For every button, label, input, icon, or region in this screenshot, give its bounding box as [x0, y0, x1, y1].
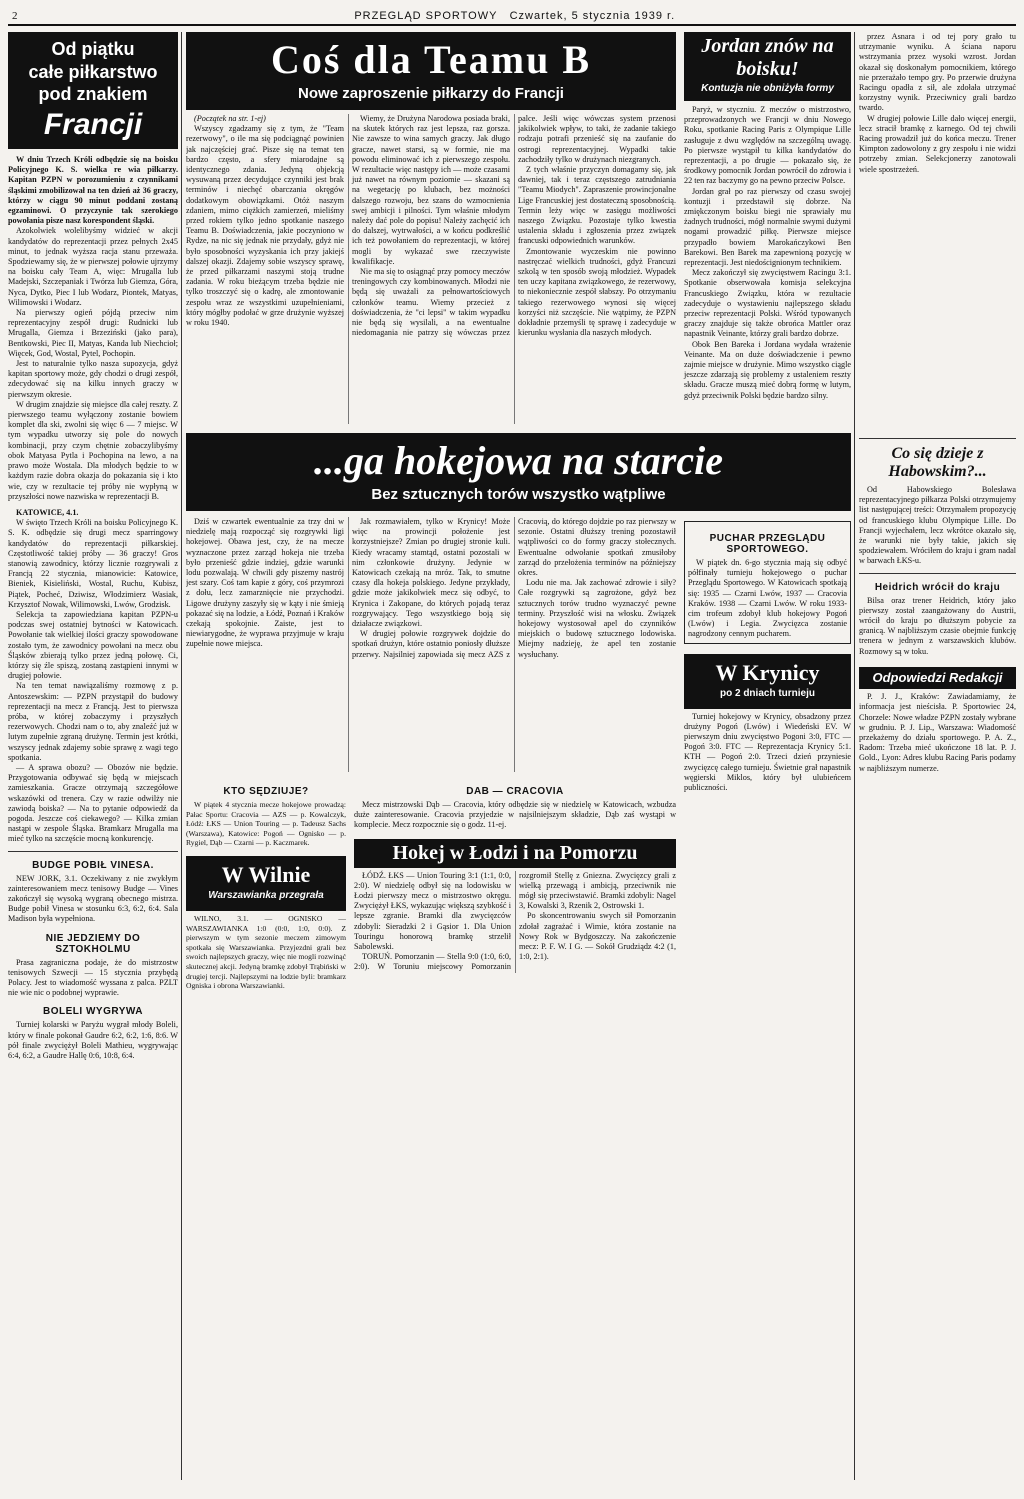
jordan-paragraph: Paryż, w styczniu. Z meczów o mistrzostwo, przeprowadzonych we Francji w dniu Nowego Roku, spotkanie Racing Paris z Olympique Lille zasługuje z dwu względów na szczególną uwagę. Po pierwsze wystąpił tu kilka kandydatów do reprezentacji, a po drugie — pokazało się, że środkowy pomocnik Jordan powrócił do zdrowia i 22 ten raz baczymy go na pewno przeciw Polsce.: [684, 105, 851, 186]
jordan-body: [684, 105, 851, 425]
puchar-box: [684, 521, 851, 644]
section-heading: NIE JEDZIEMY DO SZTOKHOLMU: [45, 932, 141, 955]
hockey-row: [186, 517, 851, 991]
wilno-headline: W Wilnie: [221, 861, 311, 887]
left-paragraph: — A sprawa obozu? — Obozów nie będzie. Przygotowania odbywać się będą w miejscach zamieszkania. Gracze otrzymają szczegółowe wskazówki od trenera. Czy w razie odwilży nie zawiodą boiska? — Na to pytanie odpowiedź da pogoda. Jeszcze coś ciekawego? — Kilka zmian nastąpi w zespole Śląska. Bramkarz Mrugalla ma mieć tylko na szczęście mocną konkurencję.: [8, 762, 178, 844]
team-b-banner: [186, 32, 676, 110]
column-rule-right: [854, 32, 855, 1480]
divider: [859, 438, 1016, 439]
left-paragraph: Selekcja ta zapowiedziana kapitan PZPN-u podczas swej ostatniej bytności w Katowicach. Powołanie tak wielkiej ilości graczy spowodowane zostało tym, że zawodnicy powołani na mecz obu Śląsków zbierają tylko przez jedną połowę. Ci, którzy się źle spiszą, zostaną zastąpieni innymi w drugiej połowie.: [8, 609, 178, 681]
column-rule-left: [181, 32, 182, 1480]
section-text: TORUŃ. Pomorzanin — Stella 9:0 (1:0, 6:0, 2:0). W Toruniu miejscowy Pomorzanin rozgromił Stellę z Gniezna. Zwycięzcy grali z wielką przewagą i ambicją, przeciwnik nie mógł się przeciwstawić. Bramki zdobyli: Nagel 3, Kowalski 3, Rzenik 2, Ostrowski 1.: [354, 870, 676, 972]
paper-name: PRZEGLĄD SPORTOWY: [354, 10, 498, 22]
section-text: Po skoncentrowaniu swych sił Pomorzanin zdołał zagrażać i Wimie, która zostanie na Nowy Rok w Bydgoszczy. Na zakończenie mecz: P. F. W. I G. — Sokół Grudziądz 4:2 (1, 1:0, 2:1).: [519, 911, 676, 962]
top-middle-row: [186, 32, 851, 425]
banner-line-4: Francji: [43, 107, 143, 141]
jordan-banner: [684, 32, 851, 101]
section-text: Bilsa oraz trener Heidrich, który jako pierwszy został zaangażowany do Austrii, wrócił do kraju po dłuższym pobycie za granicą. W najbliższym czasie obejmie funkcję trenera w jednym z warszawskich klubów. Rozmowy są w toku.: [859, 595, 1016, 656]
section-text: W piątek 4 stycznia mecze hokejowe prowadzą: Pałac Sportu: Cracovia — AZS — p. Kowalczyk, Łódź: ŁKS — Union Touring — p. Tadeusz Sachs (Warszawa), Katowice: Pogoń — Ognisko — p. Rygiel, Dąb — Czarni — p. Kaczmarek.: [186, 800, 346, 848]
hockey-paragraph: Dziś w czwartek ewentualnie za trzy dni w niedzielę mają rozpocząć się rozgrywki ligi hokejowej. Obawa jest, czy, że na mecze wyznaczone przez zarząd hokeja nie trzeba było przenieść gdzie indziej, gdzie warunki lodu pozwalają. W chwili gdy piszemy nastrój jest szary. Coś tam kapie z góry, coś przymrozi z dołu, lecz zamarznięcie nie przychodzi. Ligowe drużyny zaszyły się w kąty i nie śmieją pokazać się na lodzie, a Łódź, Poznań i Kraków czekają spokojnie. Zaiste, jest to niewiarygodne, że wyprawa przyjmuje w kraju zupełnie nowe miejsca.: [186, 517, 344, 649]
lodz-banner: [354, 839, 676, 868]
section-heading: PUCHAR PRZEGLĄDU SPORTOWEGO.: [709, 533, 826, 555]
middle-section: [186, 32, 851, 1480]
krynica-headline: W Krynicy: [715, 659, 820, 685]
section-text: Turniej hokejowy w Krynicy, obsadzony przez drużyny Pogoń (Lwów) i Wiedeński EV. W pierwszym dniu zwycięstwo Pogoni 3:0, FTC — Pogoń 3:0. FTC — Reprezentacja Krynicy 5:1. KTH — Pogoń 2:0. Trzeci dzień przyniesie zwycięzcę całego turnieju. Świetnie grał napastnik węgierski Miklos, który był ulubieńcem publiczności.: [684, 711, 851, 793]
hockey-subrow: [186, 778, 676, 991]
hockey-body: [186, 517, 676, 772]
right-paragraph: przez Asnara i od tej pory grało tu utrzymanie wyniku. A ściana naporu wstrzymania przez wysoki wzrost. Jordan okazał się doskonałym pomocnikiem, którego nie przerażało tempo gry. Po przerwie drużyna Racingu opadła z sił, ale zdołała utrzymać korzystny wynik. Przeciwnicy grali bardzo twardo.: [859, 32, 1016, 113]
habowski-headline: Co się dzieje z Habowskim?...: [888, 445, 987, 480]
section-heading: BOLELI WYGRYWA: [43, 1006, 143, 1018]
left-lead: W dniu Trzech Króli odbędzie się na boisku Policyjnego K. S. wielka re wia piłkarzy. Kapitan PZPN w porozumieniu z czynnikami śląskimi zmobilizował na ten dzień aż 36 graczy, którzy w ciągu 90 minut poddani zostaną egzaminowi. O przyczynie tak szerokiego powołania pisze nasz korespondent śląski.: [8, 155, 178, 226]
jordan-article: [684, 32, 851, 425]
section-text: W piątek dn. 6-go stycznia mają się odbyć półfinały turnieju hokejowego o puchar Przeglądu Sportowego. W Katowicach spotkają się: 1935 — Czarni Lwów, 1937 — Cracovia Kraków. 1938 — Czarni Lwów. W roku 1933-cim trofeum zdobył klub hokejowy Pogoń (Lwów) i Legia. Zwycięzca zostanie nagrodzony cennym pucharem.: [688, 558, 847, 639]
team-b-paragraph: Z tych właśnie przyczyn domagamy się, jak dawniej, tak i teraz częstszego zatrudniania "Teamu Miodych". Zapraszenie prowincjonalne Lige Francuskiej jest dostateczną sposobnością. Termin leży więc w zasięgu możliwości naszego Związku. Pozostaje tylko kwestia ustalenia składu i zgłoszenia przez związek francuski odpowiednich warunków.: [518, 165, 676, 246]
section-text: NEW JORK, 3.1. Oczekiwany z nie zwykłym zainteresowaniem mecz tenisowy Budge — Vines zakończył się wysoką wygraną obecnego mistrza. Budge pobił Vinesa w stosunku 6:3, 6:2, 6:4. Sala Madison była wypełniona.: [8, 873, 178, 924]
section-text: WILNO, 3.1. — OGNISKO — WARSZAWIANKA 1:0 (0:0, 1:0, 0:0). Z pierwszym w tym sezonie meczem zimowym spotkała się Warszawianka. Przyjezdni grali bez swoich najlepszych graczy, więc nie mogli rozwinąć skutecznej akcji. Jedyną bramkę zdobył Trąbiński w drugiej tercji. Najlepszymi na lodzie byli: bramkarz Ogniska i obrona Warszawianki.: [186, 913, 346, 991]
left-paragraph: Azokolwiek wolelibyśmy widzieć w akcji kandydatów do reprezentacji przez pełnych 2x45 minut, to jednak wyższa racja stanu przeważa. Spodziewamy się, że w pierwszej połowie ujrzymy na boisku cały Team A, więc: Mrugalla lub Madejski, Szczepaniak i Twórza lub Giemza, Góra, Nyca, Dytko, Piec I lub Wodarz, Piontek, Matyas, Wilimowski i Wodarz.: [8, 226, 178, 307]
left-paragraph: W drugim znajdzie się miejsce dla całej reszty. Z pierwszego teamu wyłączony zostanie bowiem komplet dla ski, zwolni się więc 6 — 7 miejsc. W tym wypadku utworzy się pole do nowych kombinacji, przy czym chętnie zobaczylibyśmy obok Matyasa Pytla i Pochopina na lewo, a na prawo może Wostala. Dla młodych będzie to w każdym razie dobra okazja do pokazania się i kto wie, czy w rezultacie tej próby nie wypłyną w przyszłości nowe nazwiska w reprezentacji B.: [8, 399, 178, 501]
section-text: Od Habowskiego Bolesława reprezentacyjnego piłkarza Polski otrzymujemy list następującej treści: Otrzymałem propozycję od francuskiego klubu Olympique Lille. Do Francji wyjechałem, lecz wkrótce okazało się, że warunki nie były takie, jakich się spodziewałem. Wróciłem do kraju i gram nadal w barwach ŁKS-u.: [859, 485, 1016, 566]
section-heading: Heidrich wrócił do kraju: [874, 581, 1001, 593]
team-b-paragraph: Nie ma się to osiągnąć przy pomocy meczów treningowych czy kombinowanych. Młodzi nie będą się uważali za pełnowartościowych członków teamu. Wiemy przecież z doświadczenia, że "ci lepsi" w takim wypadku nie będą się wysilali, a na ewentualne niedomagania nie patrzy się wówczas przez palce. Jeśli więc wówczas system przenosi jakikolwiek wpływ, to taki, że zadanie takiego rodzaju potrafi przenieść się na zaufanie do ostrogi reprezentacyjnej. Wypadki takie zachodziły tylko w drużynach niezgranych.: [352, 114, 676, 338]
hockey-banner: [186, 433, 851, 511]
section-heading: BUDGE POBIŁ VINESA.: [32, 859, 154, 871]
section-heading: KTO SĘDZIUJE?: [223, 786, 309, 797]
hockey-subheadline: Bez sztucznych torów wszystko wątpliwe: [371, 486, 666, 503]
paper-title: [354, 10, 675, 22]
hockey-paragraph: Jak rozmawiałem, tylko w Krynicy! Może więc na prowincji położenie jest korzystniejsze? Zmian po drugiej stronie kuli. Kiedy wracamy stamtąd, ostatni pozostali w nim członkowie drużyny. Jedynie w Katowicach czekają na mróz. Tak, to smutne czasy dla hokeja polskiego. Jedyne przykłady, gdzie może jakikolwiek mecz się odbyć, to Krynica i Zakopane, do których pojadą teraz rozgrywający. Tego wszystkiego boją się działacze związkowi.: [352, 517, 510, 629]
continuation-note: (Początek na str. 1-ej): [194, 114, 266, 123]
team-b-paragraph: Zmontowanie wyczeskim nie powinno nastręczać wielkich trudności, gdyż Francuzi szkolą w ten sposób swoją młodzież. Wypadek ten uczy kapitana związkowego, że rezerwowy, to niekoniecznie zespół słabszy. Po otrzymaniu takiego rezerwowego wynosi się więcej korzyści niż szczęście. Nie wątpimy, że PZPN dokładnie przemyśli tę sprawę i zadecyduje w kierunku wysłania dla naszych młodych.: [518, 246, 676, 338]
jordan-paragraph: Jordan grał po raz pierwszy od czasu swojej kontuzji i przedstawił się dobrze. Na zmiękczonym boisku biegi nie sprawiały mu żadnych trudności, mógł normalnie swymi dużymi nogami prowadzić piłkę. Pierwsze miejsce przypadło bowiem Marokańczykowi Ben Barekowi. Ben Barek ma zapewnioną pozycję w reprezentacji. Jest niedoścignionym technikiem.: [684, 186, 851, 268]
odp-banner: [859, 667, 1016, 689]
banner-line-2: całe piłkarstwo: [28, 61, 158, 82]
left-paragraph: Jest to naturalnie tylko nasza supozycja, gdyż kapitan sportowy może, gdy chodzi o drugi zespół, zdecydować się na kilku innych graczy w pierwszym okresie.: [8, 359, 178, 399]
masthead: [8, 8, 1016, 26]
wilno-banner: [186, 856, 346, 911]
wilno-subheadline: Warszawianka przegrała: [208, 889, 324, 901]
team-b-headline: Coś dla Teamu B: [270, 37, 592, 82]
hockey-headline: ...ga hokejowa na starcie: [314, 438, 723, 483]
right-paragraph: W drugiej połowie Lille dało więcej energii, lecz stracił bramkę z karnego. Od tej chwili Racing prowadził już do końca meczu. Trener Kimpton zadowolony z gry zespołu i nie widzi potrzeby zmian. Selekcjonerzy zanotowali wiele spostrzeżeń.: [859, 113, 1016, 174]
team-b-paragraph: Wszyscy zgadzamy się z tym, że "Team rezerwowy", o ile ma się podciągnąć powinien jak najczęściej grać. Pisze się na temat ten bardzo często, a sfery miarodajne są identycznego zdania. Jedyną objekcją wysuwaną przez decydujące czynniki jest brak terminów i niechęć obarczania okręgów dodatkowym obowiązkami. Otóż naszym zdaniem, mimo ciężkich zamierzeń, mieliśmy przed rokiem tylko jedno spotkanie naszego Teamu B. Doświadczenia, jakie poczyniono w Rydze, na nic się jednak nie przydały, gdyż nie było sposobności wyzyskania ich przy jakiejś dalszej okazji. Zdajemy sobie wszyscy sprawę, że przed piłkarzami naszymi stoją trudne zadania. W roku bieżącym trzeba będzie nie tylko troszczyć się o kadrę, ale zmontowanie zespołu wraz ze wszystkimi uzupełnieniami, który mógłby podołać w grze drużynie wyższej w roku 1940.: [186, 124, 344, 328]
jordan-headline: Jordan znów na boisku!: [701, 35, 834, 80]
team-b-article: [186, 32, 676, 425]
jordan-paragraph: Obok Ben Bareka i Jordana wydała wrażenie Veinante. Ma on duże doświadczenie i pewno zajmie miejsce w drużynie. Mimo wszystko ciągle jeszcze zdarzają się problemy z ustaleniem reszty składu. Gracze muszą mieć dobrą formę w lutym, gdyż przeciwnik Polski będzie bardzo silny.: [684, 339, 851, 400]
lodz-body: [354, 871, 676, 973]
left-banner: [8, 32, 178, 149]
page-number: 2: [12, 10, 18, 22]
jordan-subheadline: Kontuzja nie obniżyła formy: [701, 83, 834, 94]
krynica-subheadline: po 2 dniach turnieju: [719, 687, 815, 699]
hockey-paragraph: Lodu nie ma. Jak zachować zdrowie i siły? Całe rozgrywki są zagrożone, gdyż bez sztucznych torów trudno wyznaczyć pewne terminy. Przyszłość wisi na włosku. Związek hokejowy wystosował apel do czynników miejskich o budowę sztucznego lodowiska. Miejmy nadzieję, że apel ten zostanie wysłuchany.: [518, 578, 676, 659]
krynica-banner: [684, 654, 851, 709]
banner-line-1: Od piątku: [51, 39, 135, 59]
section-text: P. J. J., Kraków: Zawiadamiamy, że informacja jest nieścisła. P. Sportowiec 24, Chorzele: Nowe władze PZPN zostały wybrane w grudniu. P. J. Lip., Warszawa: Wiadomość przekażemy do działu sportowego. P. A. Z., Radom: Trzeba mieć ukończone 18 lat. P. J. Gold., Lyon: Adres klubu Racing Paris podamy w najbliższym numerze.: [859, 692, 1016, 773]
left-column: [8, 32, 178, 1480]
issue-date: Czwartek, 5 stycznia 1939 r.: [509, 10, 676, 22]
divider: [859, 573, 1016, 574]
right-column: [859, 32, 1016, 1480]
right-body: [859, 32, 1016, 432]
left-paragraph: Na pierwszy ogień pójdą przeciw nim reprezentacyjny zespół drugi: Rudnicki lub Mrugalla, Giemza i Brzeziński (jako para), Bentkowski, Piec II, Matyas, Kanda lub Niechcioł; Więcek, God, Wostal, Pytel, Pochopin.: [8, 308, 178, 358]
section-text: Prasa zagraniczna podaje, że do mistrzostw tenisowych Szwecji — 15 stycznia przybędą Polacy. Jest to wiadomość wyssana z palca. PZLT nie wie nic o podobnej wyprawie.: [8, 957, 178, 998]
section-text: Mecz mistrzowski Dąb — Cracovia, który odbędzie się w niedzielę w Katowicach, wzbudza duże zainteresowanie. Cracovia przyjedzie w najsilniejszym składzie, Dąb zaś wystąpi w komplecie. Mecz rozpocznie się o godz. 11-ej.: [354, 800, 676, 830]
section-text: Turniej kolarski w Paryżu wygrał młody Boleli, który w finale pokonał Gaudre 6:2, 6:2, 1:6, 8:6. W pół finale zwyciężył Boleli Mathieu, wygrywając 6:4, 6:2, a Gaudre Hallę 0:6, 10:8, 6:4.: [8, 1020, 178, 1061]
hockey-sidebar: [684, 517, 851, 991]
team-b-subheadline: Nowe zaproszenie piłkarzy do Francji: [298, 85, 564, 102]
hockey-article: [186, 517, 676, 991]
dateline: KATOWICE, 4.1.: [16, 507, 79, 517]
divider: [8, 851, 178, 852]
left-paragraph: Na ten temat nawiązaliśmy rozmowę z p. Antoszewskim: — PZPN przystąpił do budowy reprezentacji na mecz z Francją. Jest to pierwsza próba, w której zobaczymy i przyszłych rezerwowych. Chodzi nam o to, aby znaleźć już w lutym zupełnie zgraną drużynę. Termin jest krótki, wszyscy jednak zdajemy sobie sprawę z wagi tego spotkania.: [8, 681, 178, 762]
dab-lodz-box: [354, 778, 676, 991]
jordan-paragraph: Mecz zakończył się zwycięstwem Racingu 3:1. Spotkanie obserwowała komisja selekcyjna Francuskiego Związku, która w rezultacie zadecyduje o wystawieniu najlepszego składu przeciw reprezentacji Polski. Wśród typowanych graczy znajduje się także obrońca Mattler oraz napastnik Veinante, którzy grali bardzo dobrze.: [684, 268, 851, 339]
left-paragraph: W święto Trzech Króli na boisku Policyjnego K. S. K. odbędzie się drugi mecz sparringowy kandydatów do reprezentacji piłkarskiej. Częstotliwość takiej próby — 36 graczy! Gros stanowią zawodnicy, którzy licznie rozgrywali z Francją 22 stycznia, mianowicie: Katowice, Bieniek, Kisieliński, Wostal, Ruchu, Kubisz, Piątek, Pocheć, Dziwisz, Włodzimierz Wasiak, Krzysztof Nowak, Wilimowski, Lwów, Grodzisk.: [8, 518, 178, 609]
section-text: ŁÓDŹ. ŁKS — Union Touring 3:1 (1:1, 0:0, 2:0). W niedzielę odbył się na lodowisku w Łodzi pierwszy mecz o mistrzostwo okręgu. Zwyciężył ŁKS, wykazując większą szybkość i lepsze zgranie. Bramki dla zwycięzców zdobyli: Sieradzki 2 i Gąsior 1. Dla Union Touringu honorową bramkę strzelił Sabolewski.: [354, 870, 511, 952]
section-heading: DAB — CRACOVIA: [466, 786, 564, 797]
hockey-paragraph: W drugiej połowie rozgrywek dojdzie do spotkań drużyn, które ostatnio poniosły dłuższe przerwy. Najsilniej zapowiada się mecz AZS z Cracovią, do którego dojdzie po raz pierwszy w sezonie. Ostatni dłuższy trening pozostawił wątpliwości co do formy graczy stołecznych. Ewentualne odwołanie spotkań zmusiłoby zarząd do przełożenia terminów na późniejszy okres.: [352, 517, 676, 659]
odp-headline: Odpowiedzi Redakcji: [872, 669, 1003, 685]
banner-line-3: pod znakiem: [38, 84, 148, 104]
newspaper-page: [8, 8, 1016, 1483]
team-b-paragraph: Wiemy, że Drużyna Narodowa posiada braki, na skutek których raz jest lepsza, raz gorsza. Nie zawsze to wina samych graczy. Jak długo gracze, nawet starsi, są w formie, nie ma powodu eliminować ich z pierwszego zespołu. W rezultacie więc następy ich — może czasami już nawet na równym poziomie — skazani są na wegetację po klubach, bez możności dalszego rozwoju, bez szans do wzmocnienia swej ambicji i pilności. Tym właśnie młodym należy dać pole do popisu! Należy zachęcić ich do dalszej, wytrwałości, a w końcu podkreślić ich też powołaniem do reprezentacji, w której mogli by wykazać swe rzeczywiste kwalifikacje.: [352, 114, 510, 266]
lodz-headline: Hokej w Łodzi i na Pomorzu: [392, 841, 638, 864]
team-b-body: [186, 114, 676, 424]
referees-box: [186, 778, 346, 991]
